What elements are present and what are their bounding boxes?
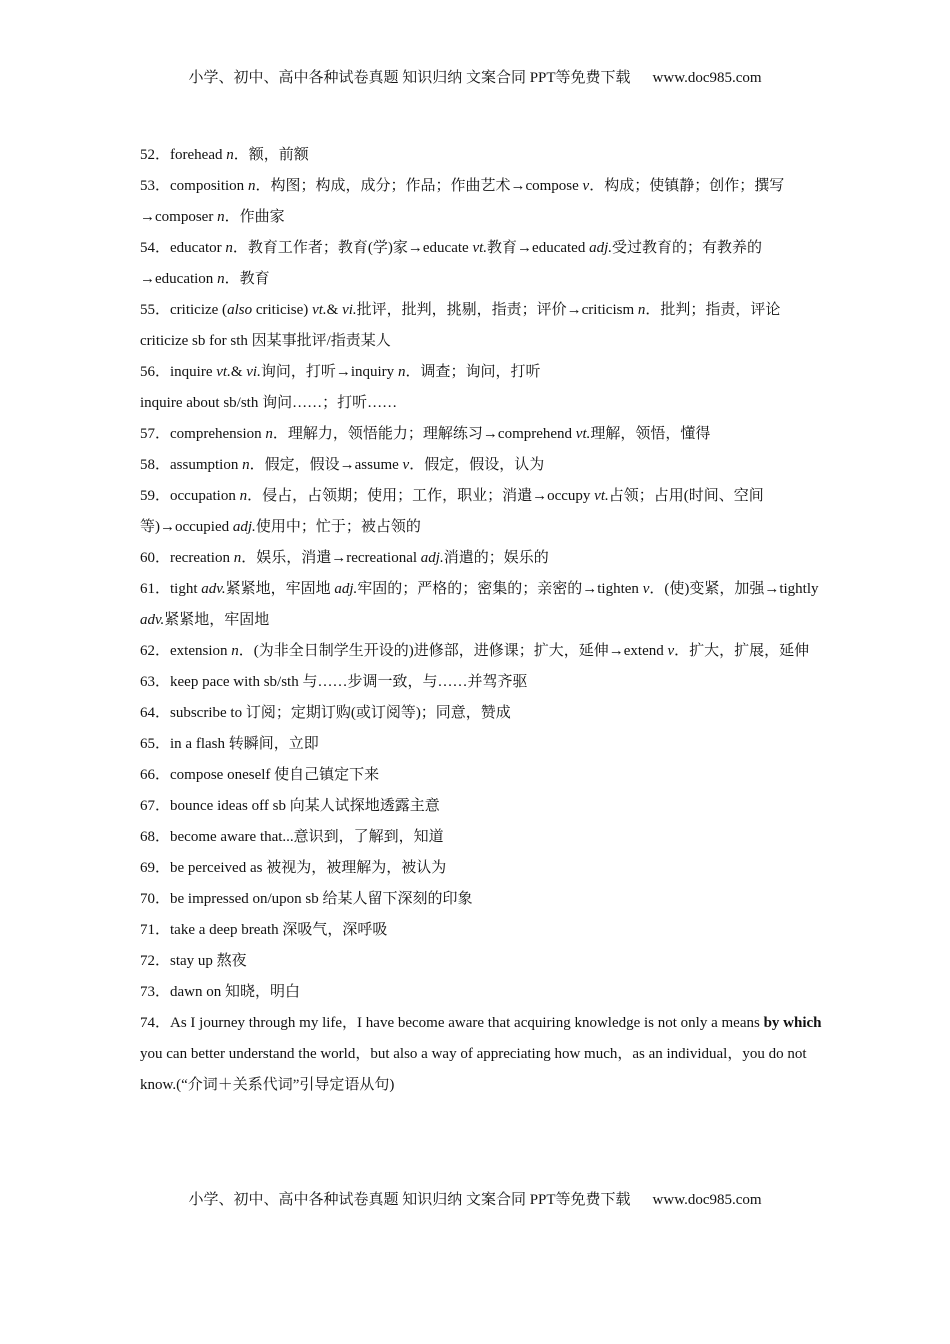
page-footer	[0, 1190, 950, 1210]
entry-65: 65．in a flash 转瞬间，立即	[140, 736, 319, 752]
entry-60: 60．recreation n．娱乐，消遣→recreational adj.消遣的；娱乐的	[140, 550, 549, 566]
entry-61: 61．tight adv.紧紧地，牢固地 adj.牢固的；严格的；密集的；亲密的→tighten v．(使)变紧，加强→tightly adv.紧紧地，牢固地	[140, 581, 819, 628]
entry-70: 70．be impressed on/upon sb 给某人留下深刻的印象	[140, 891, 473, 907]
entry-69: 69．be perceived as 被视为，被理解为，被认为	[140, 860, 447, 876]
entry-54: 54．educator n．教育工作者；教育(学)家→educate vt.教育→educated adj.受过教育的；有教养的→education n．教育	[140, 240, 763, 287]
entry-56-phrase: inquire about sb/sth 询问……；打听……	[140, 395, 398, 411]
entry-57: 57．comprehension n．理解力，领悟能力；理解练习→comprehend vt.理解，领悟，懂得	[140, 426, 711, 442]
entry-58: 58．assumption n．假定，假设→assume v．假定，假设，认为	[140, 457, 545, 473]
header-text: 小学、初中、高中各种试卷真题 知识归纳 文案合同 PPT等免费下载	[188, 70, 631, 86]
entry-68: 68．become aware that...意识到，了解到，知道	[140, 829, 444, 845]
entry-73: 73．dawn on 知晓，明白	[140, 984, 300, 1000]
entry-72: 72．stay up 熬夜	[140, 953, 247, 969]
entry-53: 53．composition n．构图；构成，成分；作品；作曲艺术→compose v．构成；使镇静；创作；撰写→composer n．作曲家	[140, 178, 785, 225]
footer-site[interactable]: www.doc985.com	[652, 1192, 762, 1208]
entry-63: 63．keep pace with sb/sth 与……步调一致，与……并驾齐驱	[140, 674, 528, 690]
vocabulary-list	[140, 140, 822, 1101]
entry-71: 71．take a deep breath 深吸气，深呼吸	[140, 922, 388, 938]
entry-66: 66．compose oneself 使自己镇定下来	[140, 767, 380, 783]
entry-59: 59．occupation n．侵占，占领期；使用；工作，职业；消遣→occupy vt.占领；占用(时间、空间等)→occupied adj.使用中；忙于；被占领的	[140, 488, 764, 535]
entry-64: 64．subscribe to 订阅；定期订购(或订阅等)；同意，赞成	[140, 705, 511, 721]
entry-55-phrase: criticize sb for sth 因某事批评/指责某人	[140, 333, 391, 349]
footer-text: 小学、初中、高中各种试卷真题 知识归纳 文案合同 PPT等免费下载	[188, 1192, 631, 1208]
entry-55: 55．criticize (also criticise) vt.& vi.批评，批判，挑剔，指责；评价→criticism n．批判；指责，评论	[140, 302, 781, 318]
header-site[interactable]: www.doc985.com	[652, 70, 762, 86]
entry-74: 74．As I journey through my life，I have become aware that acquiring knowledge is not only a means by which you can better understand the world，but also a way of appreciating how much，as an individual，you do not know.(“介词＋关系代词”引导定语从句)	[140, 1015, 822, 1093]
entry-67: 67．bounce ideas off sb 向某人试探地透露主意	[140, 798, 440, 814]
entry-52: 52．forehead n．额，前额	[140, 147, 309, 163]
entry-62: 62．extension n．(为非全日制学生开设的)进修部，进修课；扩大，延伸→extend v．扩大，扩展，延伸	[140, 643, 810, 659]
entry-56: 56．inquire vt.& vi.询问，打听→inquiry n．调查；询问，打听	[140, 364, 541, 380]
highlight-by-which: by which	[763, 1015, 822, 1031]
page-header	[0, 68, 950, 88]
